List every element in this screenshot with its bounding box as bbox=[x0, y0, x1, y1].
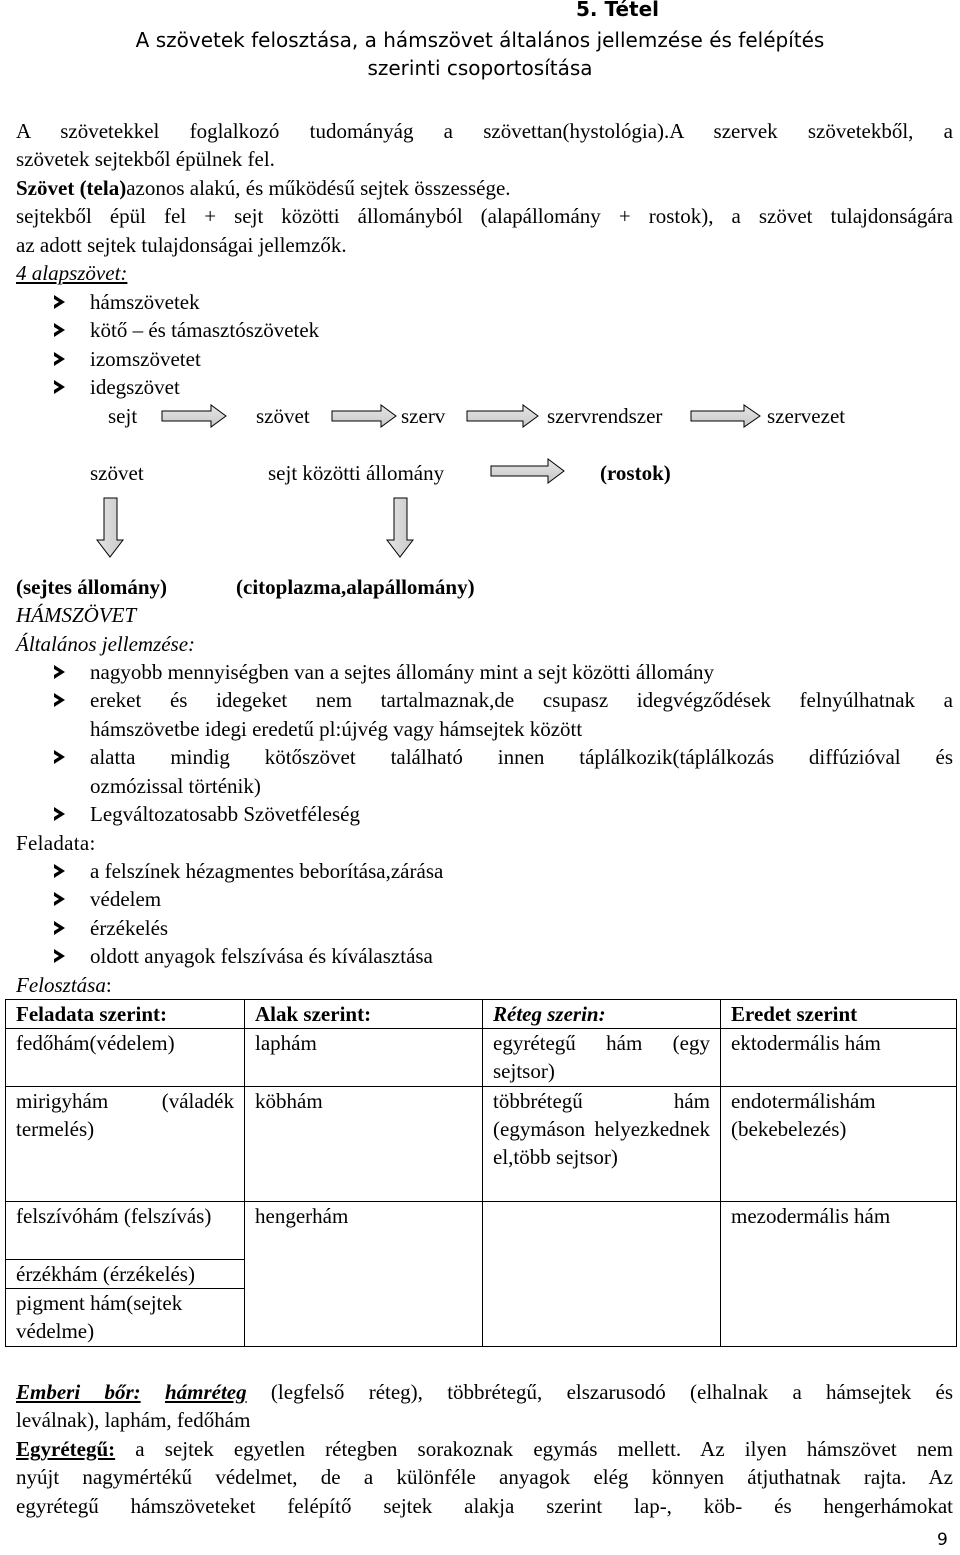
page-number: 9 bbox=[937, 1530, 948, 1550]
definition-text: azonos alakú, és működésű sejtek összessége. bbox=[126, 176, 511, 200]
bullet-arrow-icon bbox=[54, 892, 65, 906]
bullet-arrow-icon bbox=[54, 807, 65, 821]
bullet-arrow-icon bbox=[54, 693, 65, 707]
division-colon: : bbox=[105, 973, 112, 997]
flow-szovet: szövet bbox=[256, 404, 310, 428]
table-header-row bbox=[6, 1000, 957, 1029]
skin-line-3 bbox=[16, 1435, 953, 1463]
division-heading-text: Felosztása bbox=[16, 973, 106, 997]
skin-line-2: leválnak), laphám, fedőhám bbox=[16, 1408, 251, 1432]
general-item-4: Legváltozatosabb Szövetféleség bbox=[90, 802, 360, 826]
flow-szervezet: szervezet bbox=[767, 404, 846, 428]
skin-line-4: nyújt nagymértékű védelmet, de a különféle anyagok elég könnyen átjuthatnak rajta. Az bbox=[16, 1465, 953, 1489]
intro-line-2: szövetek sejtekből épülnek fel. bbox=[16, 147, 275, 171]
general-item-3: alatta mindig kötőszövet található innen táplálkozik(táplálkozás diffúzióval és bbox=[90, 745, 953, 769]
table-header-cell: Alak szerint: bbox=[245, 1000, 483, 1029]
alapszovet-item-1: hámszövetek bbox=[90, 290, 200, 314]
task-item-2: védelem bbox=[90, 887, 162, 911]
general-item-3-cont: ozmózissal történik) bbox=[90, 774, 261, 798]
alapszovet-item-3: izomszövetet bbox=[90, 347, 201, 371]
table-cell: fedőhám(védelem) bbox=[6, 1029, 245, 1087]
intro-line-4: sejtekből épül fel + sejt közötti állományból (alapállomány + rostok), a szövet tulajdonságára bbox=[16, 204, 953, 228]
page-title: A szövetek felosztása, a hámszövet általános jellemzése és felépítés szerinti csoportosítása bbox=[135, 28, 825, 80]
division-table bbox=[5, 999, 957, 1347]
composition-sejtes: (sejtes állomány) bbox=[16, 575, 168, 599]
table-header-cell: Feladata szerint: bbox=[6, 1000, 245, 1029]
bullet-arrow-icon bbox=[54, 750, 65, 764]
flow-szervrendszer: szervrendszer bbox=[547, 404, 663, 428]
down-arrow-icon bbox=[387, 498, 413, 557]
right-arrow-icon bbox=[332, 405, 396, 427]
table-row bbox=[6, 1029, 957, 1087]
table-cell: laphám bbox=[245, 1029, 483, 1087]
bullet-arrow-icon bbox=[54, 665, 65, 679]
flow-sejt: sejt bbox=[108, 404, 138, 428]
task-heading: Feladata: bbox=[16, 831, 96, 855]
composition-sejtkozotti: sejt közötti állomány bbox=[268, 461, 445, 485]
composition-szovet: szövet bbox=[90, 461, 144, 485]
general-item-2: ereket és idegeket nem tartalmaznak,de csupasz idegvégződések felnyúlhatnak a bbox=[90, 688, 953, 712]
bullet-arrow-icon bbox=[54, 921, 65, 935]
table-cell bbox=[483, 1202, 721, 1260]
right-arrow-icon bbox=[467, 405, 538, 427]
division-heading bbox=[16, 971, 112, 999]
single-layer-text: a sejtek egyetlen rétegben sorakoznak egymás mellett. Az ilyen hámszövet nem bbox=[115, 1437, 953, 1461]
table-cell: endotermálishám (bekebelezés) bbox=[721, 1087, 957, 1202]
hamszovet-title: HÁMSZÖVET bbox=[16, 603, 137, 627]
general-item-2-cont: hámszövetbe idegi eredetű pl:újvég vagy hámsejtek között bbox=[90, 717, 583, 741]
table-cell: pigment hám(sejtek védelme) bbox=[6, 1289, 245, 1347]
task-item-3: érzékelés bbox=[90, 916, 169, 940]
skin-term-2: hámréteg bbox=[164, 1380, 247, 1404]
general-heading: Általános jellemzése: bbox=[16, 632, 196, 656]
intro-line-1: A szövetekkel foglalkozó tudományág a szövettan(hystológia).A szervek szövetekből, a bbox=[16, 119, 953, 143]
skin-text-1: (legfelső réteg), többrétegű, elszarusodó (elhalnak a hámsejtek és bbox=[246, 1380, 953, 1404]
general-item-1: nagyobb mennyiségben van a sejtes állomány mint a sejt közötti állomány bbox=[90, 660, 715, 684]
task-item-1: a felszínek hézagmentes beborítása,zárása bbox=[90, 859, 444, 883]
table-cell: többrétegű hám (egymáson helyezkednek el,több sejtsor) bbox=[483, 1087, 721, 1202]
right-arrow-icon bbox=[491, 459, 564, 483]
table-cell bbox=[483, 1260, 721, 1289]
alapszovet-heading: 4 alapszövet: bbox=[16, 261, 128, 285]
skin-term-1: Emberi bőr: bbox=[16, 1380, 141, 1404]
tetel-number: 5. Tétel bbox=[575, 0, 659, 21]
alapszovet-item-2: kötő – és támasztószövetek bbox=[90, 318, 320, 342]
task-item-4: oldott anyagok felszívása és kíválasztása bbox=[90, 944, 433, 968]
table-cell bbox=[721, 1260, 957, 1289]
right-arrow-icon bbox=[691, 405, 760, 427]
table-cell: felszívóhám (felszívás) bbox=[6, 1202, 245, 1260]
table-cell: mirigyhám (váladék termelés) bbox=[6, 1087, 245, 1202]
composition-citoplazma: (citoplazma,alapállomány) bbox=[236, 575, 475, 599]
table-row bbox=[6, 1260, 957, 1289]
table-cell: mezodermális hám bbox=[721, 1202, 957, 1260]
table-row bbox=[6, 1202, 957, 1260]
bullet-arrow-icon bbox=[54, 864, 65, 878]
table-cell bbox=[483, 1289, 721, 1347]
table-cell: érzékhám (érzékelés) bbox=[6, 1260, 245, 1289]
bullet-arrow-icon bbox=[54, 949, 65, 963]
table-cell: köbhám bbox=[245, 1087, 483, 1202]
table-cell bbox=[721, 1289, 957, 1347]
table-cell bbox=[245, 1289, 483, 1347]
flow-arrows bbox=[0, 0, 960, 600]
definition-term: Szövet (tela) bbox=[16, 176, 127, 200]
table-cell bbox=[245, 1260, 483, 1289]
composition-rostok: (rostok) bbox=[600, 461, 671, 485]
intro-line-5: az adott sejtek tulajdonságai jellemzők. bbox=[16, 233, 347, 257]
skin-line-5: egyrétegű hámszöveteket felépítő sejtek alakja szerint lap-, köb- és hengerhámokat bbox=[16, 1494, 953, 1518]
alapszovet-item-4: idegszövet bbox=[90, 375, 180, 399]
table-row bbox=[6, 1087, 957, 1202]
skin-line-1 bbox=[16, 1378, 953, 1406]
table-cell: ektodermális hám bbox=[721, 1029, 957, 1087]
table-header-cell: Eredet szerint bbox=[721, 1000, 957, 1029]
table-cell: hengerhám bbox=[245, 1202, 483, 1260]
right-arrow-icon bbox=[162, 405, 226, 427]
down-arrow-icon bbox=[97, 498, 123, 557]
flow-szerv: szerv bbox=[401, 404, 446, 428]
table-row bbox=[6, 1289, 957, 1347]
single-layer-term: Egyrétegű: bbox=[16, 1437, 116, 1461]
table-cell: egyrétegű hám (egy sejtsor) bbox=[483, 1029, 721, 1087]
table-header-cell: Réteg szerin: bbox=[483, 1000, 721, 1029]
